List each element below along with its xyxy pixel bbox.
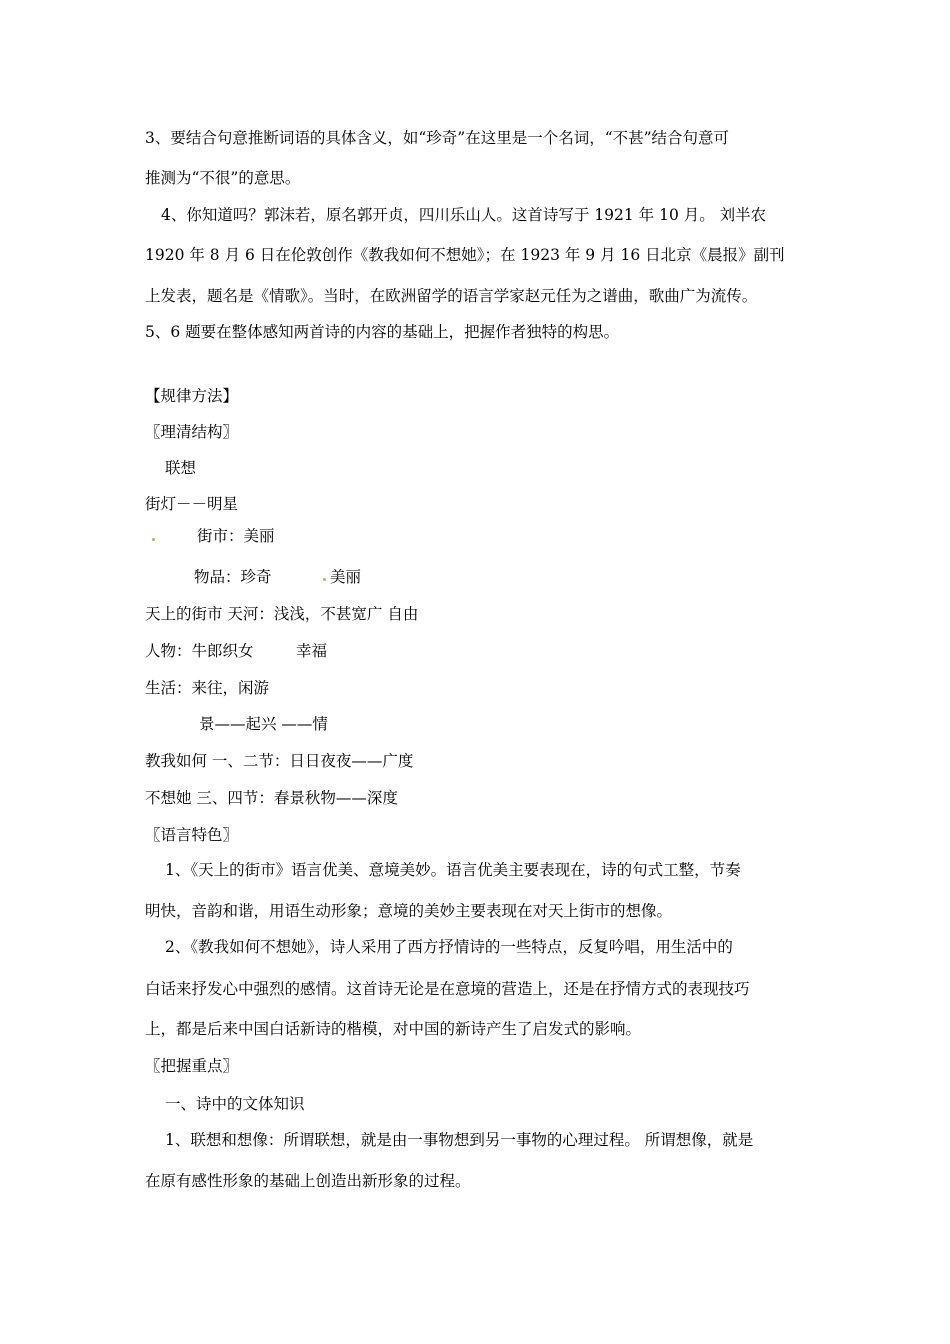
text-line: 上发表，题名是《情歌》。当时，在欧洲留学的语言学家赵元任为之谱曲，歌曲广为流传。 [145,287,758,305]
structure-line: 街灯－－明星 [145,495,239,513]
text-line: 明快，音韵和谐，用语生动形象；意境的美妙主要表现在对天上街市的想像。 [145,902,673,920]
text-line: 1、《天上的街市》语言优美、意境美妙。语言优美主要表现在，诗的句式工整，节奏 [165,861,741,879]
structure-line: 联想 [165,459,197,477]
structure-line: 生活：来往，闲游 [145,679,270,697]
mark-dot [152,538,155,541]
text-line: 上，都是后来中国白话新诗的楷模，对中国的新诗产生了启发式的影响。 [145,1020,642,1038]
subsection-heading: 〖语言特色〗 [145,826,239,844]
structure-line: 街市：美丽 [197,527,275,545]
text-line: 1、联想和想像：所谓联想，就是由一事物想到另一事物的心理过程。 所谓想像，就是 [165,1131,754,1149]
structure-line: 幸福 [296,642,328,660]
text-line: 2、《教我如何不想她》，诗人采用了西方抒情诗的一些特点，反复吟唱，用生活中的 [165,938,733,956]
subsection-heading: 〖把握重点〗 [145,1057,239,1075]
text-line: 5、6 题要在整体感知两首诗的内容的基础上，把握作者独特的构思。 [145,323,620,341]
structure-line: 不想她 三、四节：春景秋物——深度 [145,789,398,807]
text-line: 白话来抒发心中强烈的感情。这首诗无论是在意境的营造上，还是在抒情方式的表现技巧 [145,980,750,998]
structure-line: 美丽 [330,568,362,586]
structure-line: 物品：珍奇 [194,568,272,586]
mark-dot [323,578,326,581]
structure-line: 景——起兴 ——情 [199,715,328,733]
text-line: 在原有感性形象的基础上创造出新形象的过程。 [145,1172,471,1190]
text-line: 3、要结合句意推断词语的具体含义，如“珍奇”在这里是一个名词，“不甚”结合句意可 [145,129,730,147]
structure-line: 人物：牛郎织女 [145,642,254,660]
text-line: 一、诗中的文体知识 [165,1095,305,1113]
text-line: 推测为“不很”的意思。 [145,169,301,187]
section-heading: 【规律方法】 [145,387,239,405]
subsection-heading: 〖理清结构〗 [145,423,239,441]
structure-line: 天上的街市 天河：浅浅，不甚宽广 自由 [145,605,419,623]
structure-line: 教我如何 一、二节：日日夜夜——广度 [145,752,414,770]
text-line: 1920 年 8 月 6 日在伦敦创作《教我如何不想她》；在 1923 年 9 月 16 日北京《晨报》副刊 [145,246,785,264]
text-line: 4、你知道吗？郭沫若，原名郭开贞，四川乐山人。这首诗写于 1921 年 10 月。 刘半农 [161,206,767,224]
